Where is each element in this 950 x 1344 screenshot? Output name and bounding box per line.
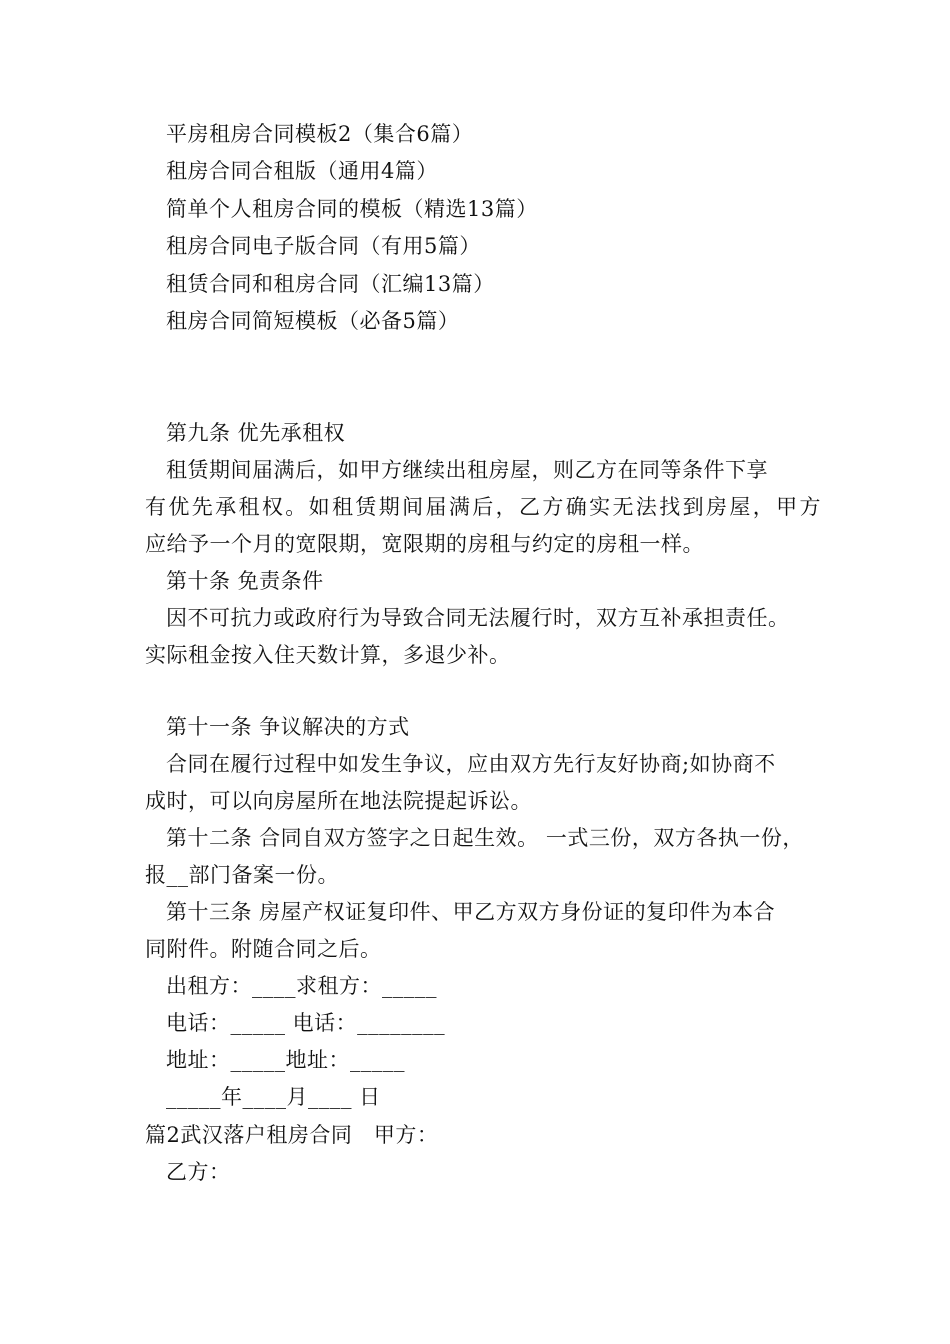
party-b-label: 乙方： <box>166 1160 231 1184</box>
next-contract-title: 篇2武汉落户租房合同 甲方： <box>145 1123 439 1147</box>
signature-date: _____年____月____ 日 <box>166 1085 381 1109</box>
paragraph-line: 成时，可以向房屋所在地法院提起诉讼。 <box>145 789 532 813</box>
paragraph-line: 第十三条 房屋产权证复印件、甲乙方双方身份证的复印件为本合 <box>166 900 776 924</box>
paragraph-line: 租赁期间届满后，如甲方继续出租房屋，则乙方在同等条件下享 <box>166 458 768 482</box>
paragraph-line: 合同在履行过程中如发生争议，应由双方先行友好协商;如协商不 <box>166 752 776 776</box>
paragraph-line: 第十二条 合同自双方签字之日起生效。 一式三份，双方各执一份， <box>166 826 804 850</box>
paragraph-line: 有优先承租权。如租赁期间届满后，乙方确实无法找到房屋，甲方 <box>145 495 821 519</box>
related-link-2[interactable]: 租房合同合租版（通用4篇） <box>166 159 438 183</box>
paragraph-line: 同附件。附随合同之后。 <box>145 937 382 961</box>
article-heading: 第十条 免责条件 <box>166 569 324 593</box>
paragraph-line: 报__部门备案一份。 <box>145 863 339 887</box>
paragraph-line: 应给予一个月的宽限期，宽限期的房租与约定的房租一样。 <box>145 532 704 556</box>
related-link-4[interactable]: 租房合同电子版合同（有用5篇） <box>166 234 481 258</box>
related-link-1[interactable]: 平房租房合同模板2（集合6篇） <box>166 122 474 146</box>
paragraph-line: 因不可抗力或政府行为导致合同无法履行时，双方互补承担责任。 <box>166 606 790 630</box>
article-heading: 第十一条 争议解决的方式 <box>166 715 410 739</box>
signature-address: 地址：_____地址：_____ <box>166 1048 405 1072</box>
related-link-5[interactable]: 租赁合同和租房合同（汇编13篇） <box>166 272 495 296</box>
related-link-6[interactable]: 租房合同简短模板（必备5篇） <box>166 309 460 333</box>
related-link-3[interactable]: 简单个人租房合同的模板（精选13篇） <box>166 197 538 221</box>
paragraph-line: 实际租金按入住天数计算，多退少补。 <box>145 643 511 667</box>
article-heading: 第九条 优先承租权 <box>166 421 346 445</box>
signature-parties: 出租方：____求租方：_____ <box>166 974 437 998</box>
signature-phones: 电话：_____ 电话：________ <box>166 1011 446 1035</box>
